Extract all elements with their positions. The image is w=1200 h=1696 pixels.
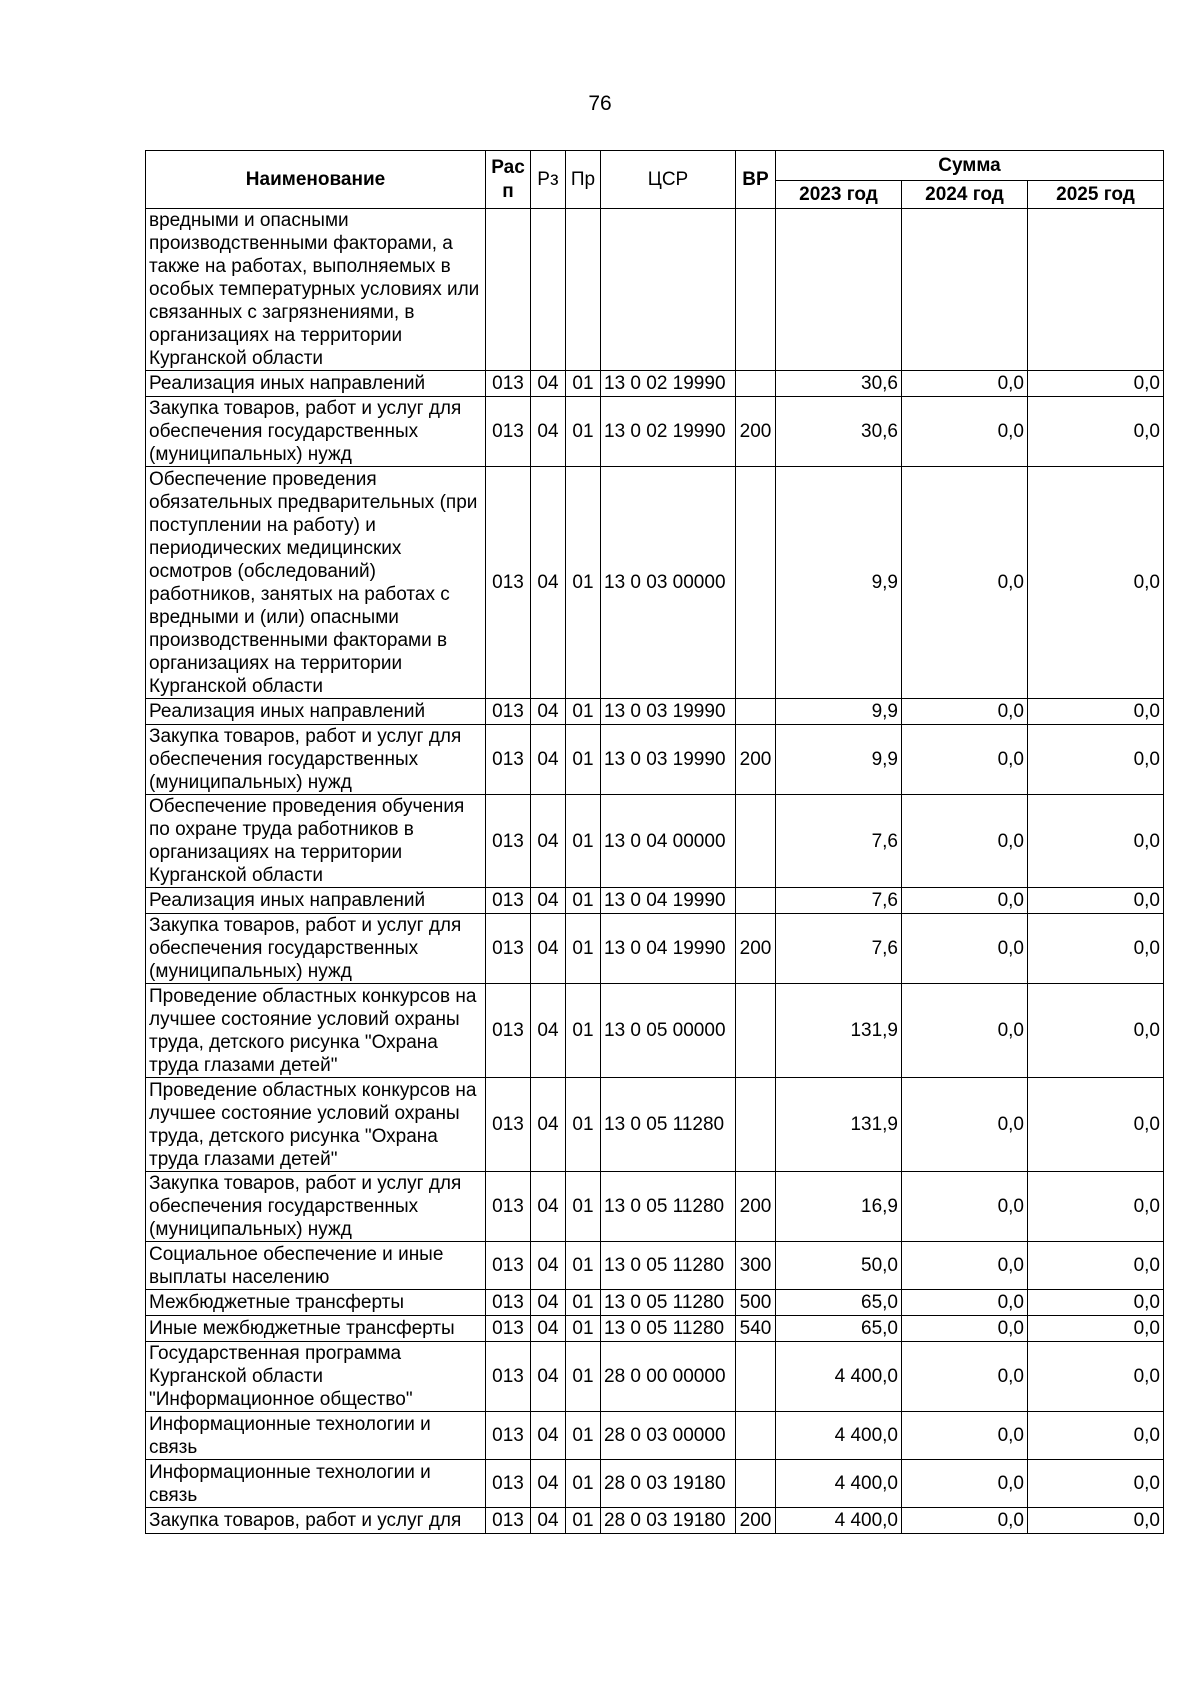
cell-rz: 04	[531, 725, 566, 795]
cell-vr: 200	[736, 725, 776, 795]
budget-table	[145, 150, 1164, 1534]
cell-name: Проведение областных конкурсов на лучшее состояние условий охраны труда, детского рисунка "Охрана труда глазами детей"	[146, 984, 486, 1078]
cell-pr: 01	[566, 888, 601, 914]
cell-rz: 04	[531, 1342, 566, 1412]
cell-vr: 200	[736, 1508, 776, 1534]
cell-2025: 0,0	[1028, 914, 1164, 984]
cell-csr: 13 0 05 11280	[601, 1078, 736, 1172]
table-row	[146, 1078, 1164, 1172]
cell-2024: 0,0	[902, 1290, 1028, 1316]
table-row	[146, 914, 1164, 984]
table-row	[146, 371, 1164, 397]
cell-vr: 200	[736, 1172, 776, 1242]
cell-2024: 0,0	[902, 371, 1028, 397]
cell-2025: 0,0	[1028, 1078, 1164, 1172]
cell-2024: 0,0	[902, 914, 1028, 984]
cell-2025: 0,0	[1028, 1460, 1164, 1508]
table-row	[146, 1290, 1164, 1316]
header-2023: 2023 год	[776, 181, 902, 209]
cell-rz: 04	[531, 371, 566, 397]
cell-rasp: 013	[486, 725, 531, 795]
cell-2023	[776, 209, 902, 371]
cell-csr: 13 0 04 19990	[601, 914, 736, 984]
cell-name: Реализация иных направлений	[146, 371, 486, 397]
cell-csr: 28 0 03 19180	[601, 1460, 736, 1508]
table-row	[146, 1460, 1164, 1508]
cell-vr	[736, 1460, 776, 1508]
cell-name: Закупка товаров, работ и услуг для	[146, 1508, 486, 1534]
cell-name: Закупка товаров, работ и услуг для обеспечения государственных (муниципальных) нужд	[146, 1172, 486, 1242]
table-row	[146, 467, 1164, 699]
cell-name: Закупка товаров, работ и услуг для обеспечения государственных (муниципальных) нужд	[146, 397, 486, 467]
cell-pr: 01	[566, 467, 601, 699]
cell-2024: 0,0	[902, 725, 1028, 795]
cell-2023: 7,6	[776, 888, 902, 914]
cell-name: Межбюджетные трансферты	[146, 1290, 486, 1316]
table-row	[146, 1316, 1164, 1342]
cell-name: Информационные технологии и связь	[146, 1460, 486, 1508]
cell-2023: 131,9	[776, 984, 902, 1078]
cell-2024: 0,0	[902, 1316, 1028, 1342]
cell-2025: 0,0	[1028, 467, 1164, 699]
cell-rz: 04	[531, 1242, 566, 1290]
table-header	[146, 151, 1164, 209]
cell-rz: 04	[531, 1412, 566, 1460]
cell-pr: 01	[566, 795, 601, 888]
cell-pr: 01	[566, 984, 601, 1078]
cell-vr	[736, 467, 776, 699]
cell-vr	[736, 1078, 776, 1172]
cell-rasp: 013	[486, 984, 531, 1078]
cell-2025: 0,0	[1028, 1412, 1164, 1460]
cell-pr: 01	[566, 699, 601, 725]
cell-vr: 300	[736, 1242, 776, 1290]
cell-csr: 28 0 03 19180	[601, 1508, 736, 1534]
cell-2024: 0,0	[902, 1242, 1028, 1290]
cell-name: Социальное обеспечение и иные выплаты населению	[146, 1242, 486, 1290]
cell-2023: 4 400,0	[776, 1460, 902, 1508]
cell-2025: 0,0	[1028, 1242, 1164, 1290]
cell-2025: 0,0	[1028, 397, 1164, 467]
cell-rz: 04	[531, 914, 566, 984]
table-row	[146, 1412, 1164, 1460]
cell-2024: 0,0	[902, 699, 1028, 725]
cell-csr: 13 0 03 19990	[601, 725, 736, 795]
table-row	[146, 1508, 1164, 1534]
header-rz: Рз	[531, 151, 566, 209]
header-2025: 2025 год	[1028, 181, 1164, 209]
header-csr: ЦСР	[601, 151, 736, 209]
cell-rasp: 013	[486, 467, 531, 699]
cell-2024: 0,0	[902, 1342, 1028, 1412]
cell-2023: 9,9	[776, 725, 902, 795]
cell-pr: 01	[566, 1342, 601, 1412]
cell-vr	[736, 888, 776, 914]
table-row	[146, 984, 1164, 1078]
header-name: Наименование	[146, 151, 486, 209]
page-number: 76	[588, 92, 612, 115]
cell-rz: 04	[531, 795, 566, 888]
cell-pr: 01	[566, 1078, 601, 1172]
cell-name: Обеспечение проведения обучения по охране труда работников в организациях на территории Курганской области	[146, 795, 486, 888]
cell-rasp	[486, 209, 531, 371]
header-pr: Пр	[566, 151, 601, 209]
cell-rasp: 013	[486, 1316, 531, 1342]
cell-2025: 0,0	[1028, 1508, 1164, 1534]
cell-csr: 13 0 05 11280	[601, 1172, 736, 1242]
cell-name: Иные межбюджетные трансферты	[146, 1316, 486, 1342]
cell-rasp: 013	[486, 1460, 531, 1508]
table-row	[146, 1242, 1164, 1290]
cell-rasp: 013	[486, 1290, 531, 1316]
table-row	[146, 725, 1164, 795]
cell-vr: 200	[736, 397, 776, 467]
cell-2024: 0,0	[902, 888, 1028, 914]
cell-2023: 131,9	[776, 1078, 902, 1172]
cell-pr: 01	[566, 371, 601, 397]
cell-csr: 13 0 05 00000	[601, 984, 736, 1078]
cell-2025: 0,0	[1028, 888, 1164, 914]
cell-csr	[601, 209, 736, 371]
cell-rz: 04	[531, 984, 566, 1078]
cell-pr: 01	[566, 1172, 601, 1242]
cell-pr: 01	[566, 1242, 601, 1290]
cell-2024: 0,0	[902, 1172, 1028, 1242]
cell-rz: 04	[531, 1460, 566, 1508]
cell-name: Реализация иных направлений	[146, 699, 486, 725]
cell-2023: 9,9	[776, 467, 902, 699]
cell-vr	[736, 371, 776, 397]
cell-vr	[736, 1342, 776, 1412]
header-rasp: Рас п	[486, 151, 531, 209]
cell-2025: 0,0	[1028, 725, 1164, 795]
cell-2023: 4 400,0	[776, 1508, 902, 1534]
cell-2023: 4 400,0	[776, 1342, 902, 1412]
cell-csr: 13 0 03 00000	[601, 467, 736, 699]
cell-pr: 01	[566, 1290, 601, 1316]
cell-pr: 01	[566, 1508, 601, 1534]
cell-vr	[736, 795, 776, 888]
cell-2023: 4 400,0	[776, 1412, 902, 1460]
cell-name: Закупка товаров, работ и услуг для обеспечения государственных (муниципальных) нужд	[146, 914, 486, 984]
cell-2024: 0,0	[902, 1460, 1028, 1508]
cell-rasp: 013	[486, 371, 531, 397]
cell-pr: 01	[566, 397, 601, 467]
cell-2023: 65,0	[776, 1290, 902, 1316]
cell-rasp: 013	[486, 1342, 531, 1412]
cell-rz: 04	[531, 467, 566, 699]
cell-name: Закупка товаров, работ и услуг для обеспечения государственных (муниципальных) нужд	[146, 725, 486, 795]
header-summa: Сумма	[776, 151, 1164, 181]
cell-2023: 50,0	[776, 1242, 902, 1290]
cell-vr	[736, 209, 776, 371]
cell-vr	[736, 1412, 776, 1460]
cell-csr: 28 0 03 00000	[601, 1412, 736, 1460]
cell-rz: 04	[531, 1290, 566, 1316]
cell-rasp: 013	[486, 1172, 531, 1242]
cell-csr: 13 0 05 11280	[601, 1242, 736, 1290]
cell-2024: 0,0	[902, 1078, 1028, 1172]
table-row	[146, 888, 1164, 914]
cell-rasp: 013	[486, 1078, 531, 1172]
cell-pr: 01	[566, 1460, 601, 1508]
cell-rz: 04	[531, 397, 566, 467]
cell-name: Проведение областных конкурсов на лучшее состояние условий охраны труда, детского рисунка "Охрана труда глазами детей"	[146, 1078, 486, 1172]
cell-2023: 9,9	[776, 699, 902, 725]
cell-name: Информационные технологии и связь	[146, 1412, 486, 1460]
cell-rz: 04	[531, 1172, 566, 1242]
cell-2025: 0,0	[1028, 795, 1164, 888]
cell-2024	[902, 209, 1028, 371]
cell-rz: 04	[531, 1508, 566, 1534]
cell-rasp: 013	[486, 1508, 531, 1534]
cell-2023: 30,6	[776, 371, 902, 397]
cell-rasp: 013	[486, 1242, 531, 1290]
cell-pr: 01	[566, 1412, 601, 1460]
cell-csr: 13 0 05 11280	[601, 1316, 736, 1342]
cell-2025: 0,0	[1028, 371, 1164, 397]
cell-2023: 7,6	[776, 914, 902, 984]
cell-rasp: 013	[486, 888, 531, 914]
cell-2024: 0,0	[902, 1508, 1028, 1534]
header-2024: 2024 год	[902, 181, 1028, 209]
cell-pr	[566, 209, 601, 371]
cell-pr: 01	[566, 725, 601, 795]
cell-rasp: 013	[486, 914, 531, 984]
cell-rz	[531, 209, 566, 371]
table-row	[146, 795, 1164, 888]
cell-csr: 13 0 05 11280	[601, 1290, 736, 1316]
cell-rasp: 013	[486, 795, 531, 888]
cell-pr: 01	[566, 914, 601, 984]
cell-csr: 28 0 00 00000	[601, 1342, 736, 1412]
cell-vr	[736, 699, 776, 725]
cell-vr: 200	[736, 914, 776, 984]
cell-2023: 16,9	[776, 1172, 902, 1242]
header-vr: ВР	[736, 151, 776, 209]
cell-2025: 0,0	[1028, 1172, 1164, 1242]
cell-2024: 0,0	[902, 397, 1028, 467]
cell-2025: 0,0	[1028, 984, 1164, 1078]
cell-2025	[1028, 209, 1164, 371]
table-row	[146, 1172, 1164, 1242]
cell-2024: 0,0	[902, 1412, 1028, 1460]
cell-2025: 0,0	[1028, 1290, 1164, 1316]
cell-csr: 13 0 04 00000	[601, 795, 736, 888]
cell-rz: 04	[531, 1316, 566, 1342]
cell-2025: 0,0	[1028, 699, 1164, 725]
cell-rasp: 013	[486, 699, 531, 725]
cell-csr: 13 0 02 19990	[601, 371, 736, 397]
cell-csr: 13 0 02 19990	[601, 397, 736, 467]
cell-2024: 0,0	[902, 467, 1028, 699]
cell-name: Реализация иных направлений	[146, 888, 486, 914]
table-row	[146, 1342, 1164, 1412]
cell-2024: 0,0	[902, 795, 1028, 888]
cell-2025: 0,0	[1028, 1342, 1164, 1412]
cell-csr: 13 0 03 19990	[601, 699, 736, 725]
table-row	[146, 699, 1164, 725]
cell-rz: 04	[531, 888, 566, 914]
cell-rasp: 013	[486, 397, 531, 467]
cell-vr: 540	[736, 1316, 776, 1342]
table-body	[146, 209, 1164, 1534]
cell-rasp: 013	[486, 1412, 531, 1460]
table-row	[146, 209, 1164, 371]
cell-name: Обеспечение проведения обязательных предварительных (при поступлении на работу) и периодических медицинских осмотров (обследований) работников, занятых на работах с вредными и (или) опасными производственными факторами в организациях на территории Курганской области	[146, 467, 486, 699]
cell-csr: 13 0 04 19990	[601, 888, 736, 914]
cell-rz: 04	[531, 1078, 566, 1172]
table-row	[146, 397, 1164, 467]
cell-2023: 7,6	[776, 795, 902, 888]
cell-rz: 04	[531, 699, 566, 725]
cell-pr: 01	[566, 1316, 601, 1342]
cell-2024: 0,0	[902, 984, 1028, 1078]
cell-2025: 0,0	[1028, 1316, 1164, 1342]
cell-name: Государственная программа Курганской области "Информационное общество"	[146, 1342, 486, 1412]
cell-2023: 30,6	[776, 397, 902, 467]
cell-vr	[736, 984, 776, 1078]
cell-vr: 500	[736, 1290, 776, 1316]
cell-name: вредными и опасными производственными факторами, а также на работах, выполняемых в особых температурных условиях или связанных с загрязнениями, в организациях на территории Курганской области	[146, 209, 486, 371]
cell-2023: 65,0	[776, 1316, 902, 1342]
